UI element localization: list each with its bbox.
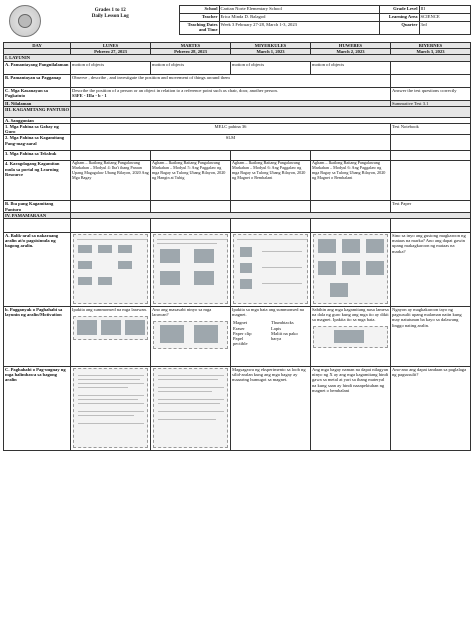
- cell-c-value: [71, 87, 391, 100]
- cell-proc-b-wed: Ipakita sa mga bata ang summonsed na magnet. Magnet Thumbtacks Eraser Lapis Paper clip Maliit na pako Papel barya pectible: [231, 307, 311, 367]
- cell-proc-a-mon: [71, 233, 151, 307]
- row-label-kagamitang-mag-aaral: 2. Mga Pahina sa Kagamitang Pang-mag-aaral: [4, 135, 71, 151]
- cell-proc-b-tue: Ano ang masasabi ninyo sa mga larawan?: [151, 307, 231, 367]
- worksheet-image: [233, 234, 308, 304]
- cell-g4-tue: Agham – Ikatlong Baitang Pangalawang Markahan – Modyul 5: Ang Paggalaw ng mga Bagay sa Tulong Ubang Bilayon, 2020 ng Hangin at Tubig: [151, 161, 231, 201]
- row-label-pagganyak: b. Pagganyak o Paghahabi sa layunin ng aralin/Motivation: [4, 307, 71, 367]
- header-table: [3, 5, 471, 35]
- day-friday: BIYERNES: [391, 43, 471, 49]
- grade-label: Grade Level: [379, 6, 419, 14]
- cell-g4-mon: Agham – Ikatlong Baitang Pangalawang Markahan – Modyul 4: Iba't ibang Paraan Upang Magagalaw Ubang Bilayon, 2020 Ang Mga Bagay: [71, 161, 151, 201]
- date-thursday: March 2, 2023: [311, 49, 391, 55]
- section-layunin: I. LAYUNIN: [4, 55, 471, 61]
- quarter-value: 3rd: [419, 22, 470, 35]
- teaching-dates-value: Week 3 February 27-28, March 1-3, 2023: [219, 22, 379, 35]
- cell-b-value: Observe , describe , and investigate the position and movement of things around them: [71, 74, 391, 87]
- teacher-value: Erica Minda D. Balagod: [219, 14, 379, 22]
- row-label-teksbuk: 3. Mga Pahina sa Teksbuk: [4, 151, 71, 161]
- worksheet-image: [153, 368, 228, 448]
- cell-b2-fri: Test Paper: [391, 201, 471, 212]
- day-monday: LUNES: [71, 43, 151, 49]
- cell-proc-a-wed: [231, 233, 311, 307]
- learning-area-label: Learning Area: [379, 14, 419, 22]
- cell-proc-c-tue: [151, 367, 231, 451]
- motion-photos: [73, 316, 148, 340]
- day-wednesday: MIYERKULES: [231, 43, 311, 49]
- section-nilalaman: II. Nilalaman: [4, 100, 71, 106]
- cell-gabay-guro-fri: Test Notebook: [391, 124, 471, 135]
- header-title: Grades 1 to 12 Daily Lesson Log: [91, 7, 129, 19]
- magnet-items-list: Magnet Thumbtacks Eraser Lapis Paper clip Maliit na pako Papel barya pectible: [233, 320, 298, 347]
- date-friday: March 3, 2023: [391, 49, 471, 55]
- date-wednesday: March 1, 2023: [231, 49, 311, 55]
- cell-proc-b-mon: Ipakita ang summonsed na mga larawan.: [71, 307, 151, 367]
- cell-proc-b-fri: Ngayon ay magkakaroon tayo ng pagsusulit upang malaman natin kung may natutunan ba kayo sa dalawang linggo nating aralin.: [391, 307, 471, 367]
- worksheet-image: [313, 234, 388, 304]
- school-label: School: [179, 6, 219, 14]
- row-label-karagdagang-kagamitan: 4. Karagdagang Kagamitan mula sa portal ng Learning Resource: [4, 161, 71, 201]
- cell-a-wed: motion of objects: [231, 61, 311, 74]
- worksheet-image: [73, 368, 148, 448]
- lesson-log-sheet: [3, 5, 470, 620]
- grade-value: III: [419, 6, 470, 14]
- cell-proc-c-fri: Ano-ano ang dapat tandaan sa paglalaga ng pagsusulit?: [391, 367, 471, 451]
- cell-proc-c-wed: Magsagawa ng eksperimento sa loob ng silid-aralan kung ang mga bagay ay maaaring humugot sa magnet.: [231, 367, 311, 451]
- cell-kagamitang-mag-aaral: SLM: [71, 135, 391, 151]
- cell-gabay-guro: MELC pahina 36: [71, 124, 391, 135]
- kasanayan-code: S3FE - IIIa - b - 1: [72, 92, 107, 98]
- teaching-dates-label: Teaching Dates and Time: [179, 22, 219, 35]
- cell-a-thu: motion of objects: [311, 61, 391, 74]
- cell-proc-a-thu: [311, 233, 391, 307]
- cell-proc-a-tue: [151, 233, 231, 307]
- worksheet-image: [153, 234, 228, 304]
- cell-g4-thu: Agham – Ikatlong Baitang Pangalawang Markahan – Modyul 6: Ang Paggalaw ng mga Bagay sa Tulong Ubang Bilayon, 2020 ng Magnet o Bembalani: [311, 161, 391, 201]
- row-label-balik-aral: A. Balik-aral sa nakaraang aralin at/o pagsisimula ng bagong aralin.: [4, 233, 71, 307]
- cell-a-tue: motion of objects: [151, 61, 231, 74]
- row-label-sanggunian: A. Sanggunian: [4, 117, 71, 123]
- row-label-kasanayan: C. Mga Kasanayan sa Pagkatuto: [4, 87, 71, 100]
- cell-nilalaman-fri: Summative Test 3.1: [391, 100, 471, 106]
- row-label-pamantayang-pangnilalaman: A. Pamantayang Pangnilalaman: [4, 61, 71, 74]
- row-label-iba-pang-kagamitan: B. Iba pang Kagamitang Panturo: [4, 201, 71, 212]
- cell-g4-wed: Agham – Ikatlong Baitang Pangalawang Markahan – Modyul 6: Ang Paggalaw ng mga Bagay sa Tulong Ubang Bilayon, 2020 ng Magnet o Bembalani: [231, 161, 311, 201]
- magnet-photo: [313, 326, 388, 348]
- worksheet-image: [73, 234, 148, 304]
- lesson-table: [3, 42, 471, 451]
- day-thursday: HUWEBES: [311, 43, 391, 49]
- row-label-paghahabi: C. Paghahabi o Pag-uugnay ng mga halimbawa sa bagong aralin: [4, 367, 71, 451]
- section-pamamaraan: IV. PAMAMARAAN: [4, 212, 71, 218]
- cell-proc-b-thu: Sabihin ang mga kagamitang nasa lamesa na dala ng guro kung ang mga ito ay dikit sa magnet. Ipakita ito sa mga bata.: [311, 307, 391, 367]
- day-label: DAY: [4, 43, 71, 49]
- wind-water-photos: [153, 321, 228, 349]
- school-value: Caritan Norte Elementary School: [219, 6, 379, 14]
- cell-a-mon: motion of objects: [71, 61, 151, 74]
- row-label-pamantayan-sa-pagganap: B. Pamantayan sa Pagganap: [4, 74, 71, 87]
- section-kagamitan: III. KAGAMITANG PANTURO: [4, 106, 71, 117]
- kasanayan-text: Describe the position of a person or an object in relation to a reference point such as chair, door, another person.: [72, 87, 278, 93]
- cell-proc-c-mon: [71, 367, 151, 451]
- day-tuesday: MARTES: [151, 43, 231, 49]
- date-tuesday: Pebrero 28, 2023: [151, 49, 231, 55]
- teacher-label: Teacher: [179, 14, 219, 22]
- cell-proc-a-fri: Sino sa inyo ang gustong magkaroon ng mataas na marka? Ano ang dapat gawin upang makagkaroon ng mataas na marka?: [391, 233, 471, 307]
- date-monday: Pebrero 27, 2023: [71, 49, 151, 55]
- learning-area-value: SCIENCE: [419, 14, 470, 22]
- cell-proc-c-thu: Ang mga bagay naman na dapat nilagyan ninyo ng X ay ang mga kagamitang hindi gawa sa metal at yari sa ibang materyal na kung saan ay hindi naaapektuhan ng magnet o bembalani: [311, 367, 391, 451]
- quarter-label: Quarter: [379, 22, 419, 35]
- row-label-gabay-guro: 1. Mga Pahina sa Gabay ng Guro: [4, 124, 71, 135]
- cell-c-fri: Answer the test questions correctly: [391, 87, 471, 100]
